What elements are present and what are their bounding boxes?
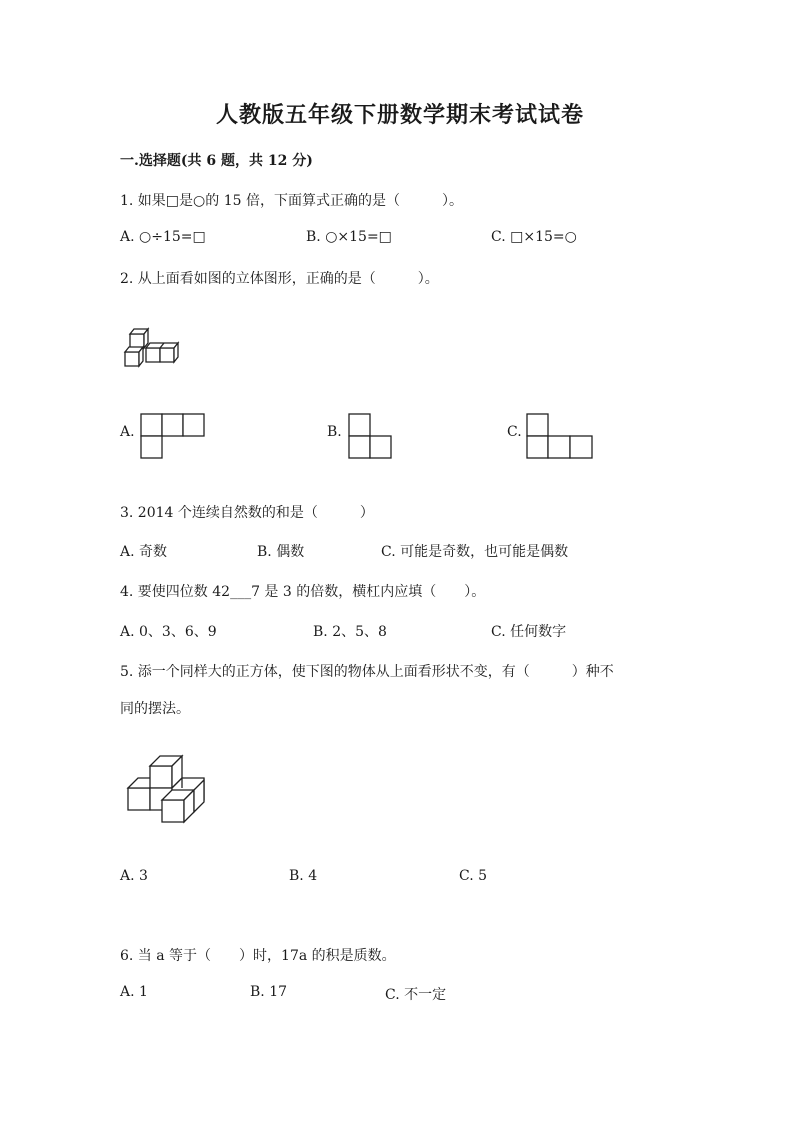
question-4: 4. 要使四位数 42___7 是 3 的倍数，横杠内应填（ ）。 (120, 584, 486, 600)
question-2: 2. 从上面看如图的立体图形，正确的是（ ）。 (120, 271, 439, 287)
q3-option-c: C. 可能是奇数，也可能是偶数 (381, 544, 569, 560)
q5-cube-figure (120, 752, 210, 828)
q1-option-b: B. ○×15=□ (306, 229, 392, 245)
q2-option-b-label: B. (327, 424, 342, 440)
q6-option-a: A. 1 (120, 984, 148, 1000)
q4-option-c: C. 任何数字 (491, 624, 567, 640)
section-heading: 一.选择题(共 6 题，共 12 分) (120, 153, 313, 169)
q6-option-b: B. 17 (250, 984, 288, 1000)
q2-option-c-label: C. (507, 424, 522, 440)
q1-option-c: C. □×15=○ (491, 229, 577, 245)
q1-option-a: A. ○÷15=□ (120, 229, 206, 245)
q6-option-c: C. 不一定 (385, 987, 447, 1003)
q2-option-a-label: A. (120, 424, 135, 440)
question-5: 5. 添一个同样大的正方体，使下图的物体从上面看形状不变，有（ ）种不 (120, 664, 614, 680)
q5-option-c: C. 5 (459, 868, 488, 884)
q5-option-a: A. 3 (120, 868, 148, 884)
q5-option-b: B. 4 (289, 868, 318, 884)
question-3: 3. 2014 个连续自然数的和是（ ） (120, 505, 374, 521)
page-title: 人教版五年级下册数学期末考试试卷 (215, 102, 584, 128)
q3-option-b: B. 偶数 (257, 544, 305, 560)
question-6: 6. 当 a 等于（ ）时，17a 的积是质数。 (120, 948, 396, 964)
q2-option-a-shape (140, 412, 208, 460)
question-5-continued: 同的摆法。 (120, 701, 190, 717)
q3-option-a: A. 奇数 (120, 544, 168, 560)
question-1: 1. 如果□是○的 15 倍，下面算式正确的是（ ）。 (120, 193, 463, 209)
q2-option-c-shape (526, 412, 596, 460)
q2-option-b-shape (347, 412, 395, 460)
q4-option-b: B. 2、5、8 (313, 624, 387, 640)
q2-cube-figure (120, 322, 190, 370)
q4-option-a: A. 0、3、6、9 (120, 624, 217, 640)
